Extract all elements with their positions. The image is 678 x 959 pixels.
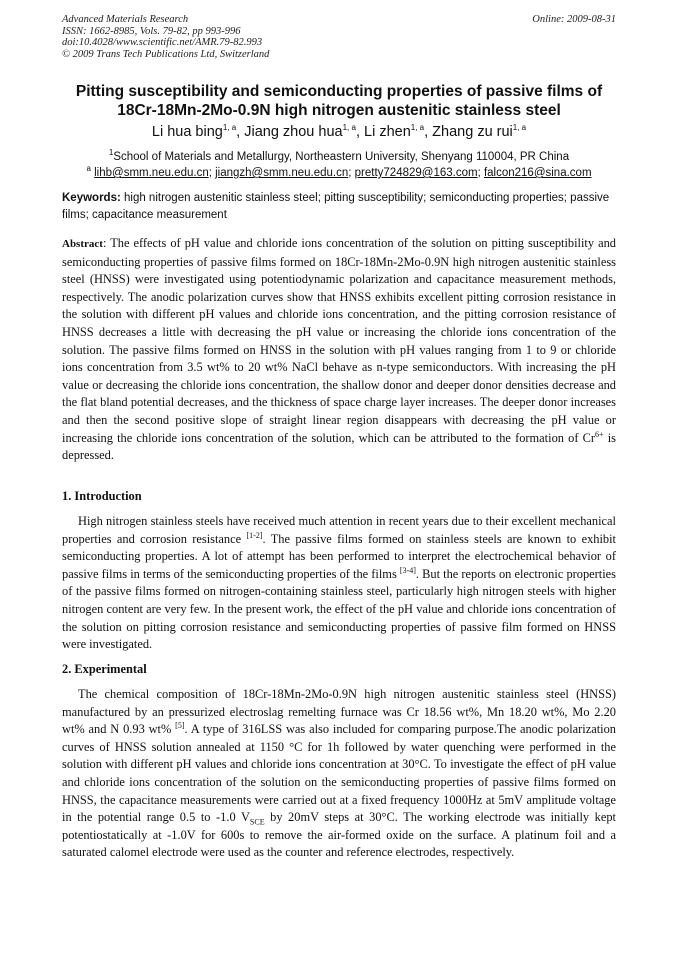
online-date: Online: 2009-08-31 bbox=[532, 14, 616, 25]
abstract bbox=[62, 235, 616, 465]
keywords-text: high nitrogen austenitic stainless steel; pitting susceptibility; semiconducting properties; passive films; capacitance measurement bbox=[62, 192, 610, 221]
author-name: Li hua bing bbox=[151, 124, 223, 140]
journal-copyright: © 2009 Trans Tech Publications Ltd, Switzerland bbox=[62, 48, 270, 60]
citation: [3-4] bbox=[399, 565, 416, 575]
intro-text: . But the reports on electronic properties of the passive films formed on nitrogen-containing stainless steel, particularly high nitrogen steels with higher nitrogen content are very few. In the present work, the effect of the pH value and chloride ions concentration of the solution on pitting corrosion resistance and semiconducting properties of passive film formed on HNSS were investigated. bbox=[62, 566, 616, 652]
abstract-text: : The effects of pH value and chloride ions concentration of the solution on pitting susceptibility and semiconducting properties of passive films formed on 18Cr-18Mn-2Mo-0.9N high nitrogen austenitic stainless steel (HNSS) were investigated using potentiodynamic polarization and capacitance measurement methods, respectively. The anodic polarization curves show that HNSS exhibits excellent pitting corrosion resistance in the solution with different pH values and chloride ions concentration, and the pitting corrosion resistance of HNSS decreases a little with decreasing the pH value or increasing the chloride ions concentration of the solution. The passive films formed on HNSS in the solution with pH values ranging from 1 to 9 or chloride ions concentration from 3.5 wt% to 20 wt% NaCl behave as n-type semiconductors. With increasing the pH value or decreasing the chloride ions concentration, the shallow donor and deeper donor densities decrease and the flat bland potential decreases, and the thickness of space charge layer increases. The deeper donor increases and then the second positive slope of straight linear region disappears with decreasing the pH value or increasing the chloride ions concentration of the solution, which can be attributed to the formation of Cr bbox=[62, 236, 616, 445]
email-link[interactable]: pretty724829@163.com bbox=[354, 167, 478, 179]
exp-text: by 20mV steps at 30°C. The working electrode was initially kept potentiostatically at -1.0V for 600s to remove the air-formed oxide on the surface. A platinum foil and a saturated calomel electrode were used as the counter and reference electrodes, respectively. bbox=[62, 810, 616, 860]
journal-header bbox=[62, 14, 616, 60]
email-sup: a bbox=[86, 164, 91, 174]
affiliation-text: School of Materials and Metallurgy, Northeastern University, Shenyang 110004, PR China bbox=[113, 151, 570, 163]
author-sup: 1, a bbox=[410, 123, 425, 133]
experimental-paragraph bbox=[62, 686, 616, 862]
intro-text: High nitrogen stainless steels have received much attention in recent years due to their excellent mechanical properties and corrosion resistance bbox=[62, 514, 616, 546]
vsce-subscript: SCE bbox=[249, 817, 265, 827]
exp-text: . A type of 316LSS was also included for comparing purpose.The anodic polarization curves of HNSS solution annealed at 1150 °C for 1h followed by water quenching were performed in the solution with different pH values and chloride ions concentration at 30°C. To investigate the effect of pH value and chloride ions concentration of the solution on the semiconducting properties of passive films formed on HNSS, the capacitance measurements were carried out at a fixed frequency 1000Hz at 5mV amplitude voltage in the potential range 0.5 to -1.0 V bbox=[62, 722, 616, 825]
author-name: Jiang zhou hua bbox=[244, 124, 343, 140]
abstract-label: Abstract bbox=[62, 238, 103, 250]
keywords bbox=[62, 190, 616, 224]
paper-title: Pitting susceptibility and semiconducting properties of passive films of 18Cr-18Mn-2Mo-0.9N high nitrogen austenitic stainless steel bbox=[75, 83, 603, 119]
intro-text: . The passive films formed on stainless steels are known to exhibit semiconducting properties. A lot of attempt has been performed to interpret the electrochemical behavior of passive films in terms of the semiconducting properties of the films bbox=[62, 531, 616, 581]
keywords-label: Keywords: bbox=[62, 192, 121, 204]
citation: [5] bbox=[175, 721, 185, 731]
email-link[interactable]: falcon216@sina.com bbox=[483, 167, 592, 179]
journal-name: Advanced Materials Research bbox=[62, 14, 189, 25]
cr-superscript: 6+ bbox=[595, 429, 604, 439]
exp-text: The chemical composition of 18Cr-18Mn-2Mo-0.9N high nitrogen austenitic stainless steel (HNSS) manufactured by an pressurized electroslag remelting furnace was Cr 18.56 wt%, Mn 18.20 wt%, Mo 2.20 wt% and N 0.93 wt% bbox=[62, 687, 616, 737]
author-name: Zhang zu rui bbox=[432, 124, 513, 140]
email-link[interactable]: lihb@smm.neu.edu.cn bbox=[94, 167, 209, 179]
author-sup: 1, a bbox=[512, 123, 527, 133]
author-sup: 1, a bbox=[222, 123, 237, 133]
email-list: $^a$ lihb@smm.neu.edu.cn; jiangzh@smm.neu.edu.cn; pretty724829@163.com; falcon216@sina.com bbox=[86, 164, 592, 179]
abstract-text-end: is depressed. bbox=[62, 430, 616, 463]
section-heading-experimental: 2. Experimental bbox=[62, 662, 147, 676]
journal-doi: doi:10.4028/www.scientific.net/AMR.79-82.993 bbox=[62, 37, 263, 48]
introduction-paragraph bbox=[62, 513, 616, 654]
author-sup: 1, a bbox=[342, 123, 356, 133]
section-heading-introduction: 1. Introduction bbox=[62, 489, 142, 503]
affiliation bbox=[62, 150, 616, 165]
author-name: Li zhen bbox=[364, 124, 411, 140]
citation: [1-2] bbox=[246, 530, 263, 540]
journal-issn: ISSN: 1662-8985, Vols. 79-82, pp 993-996 bbox=[62, 25, 241, 37]
author-list: Li hua bing$^{1, a}$, Jiang zhou hua$^{1, a}$, Li zhen$^{1, a}$, Zhang zu rui$^{1, a}$ bbox=[151, 123, 527, 140]
email-link[interactable]: jiangzh@smm.neu.edu.cn bbox=[215, 167, 349, 179]
affiliation-sup: 1 bbox=[108, 148, 114, 158]
